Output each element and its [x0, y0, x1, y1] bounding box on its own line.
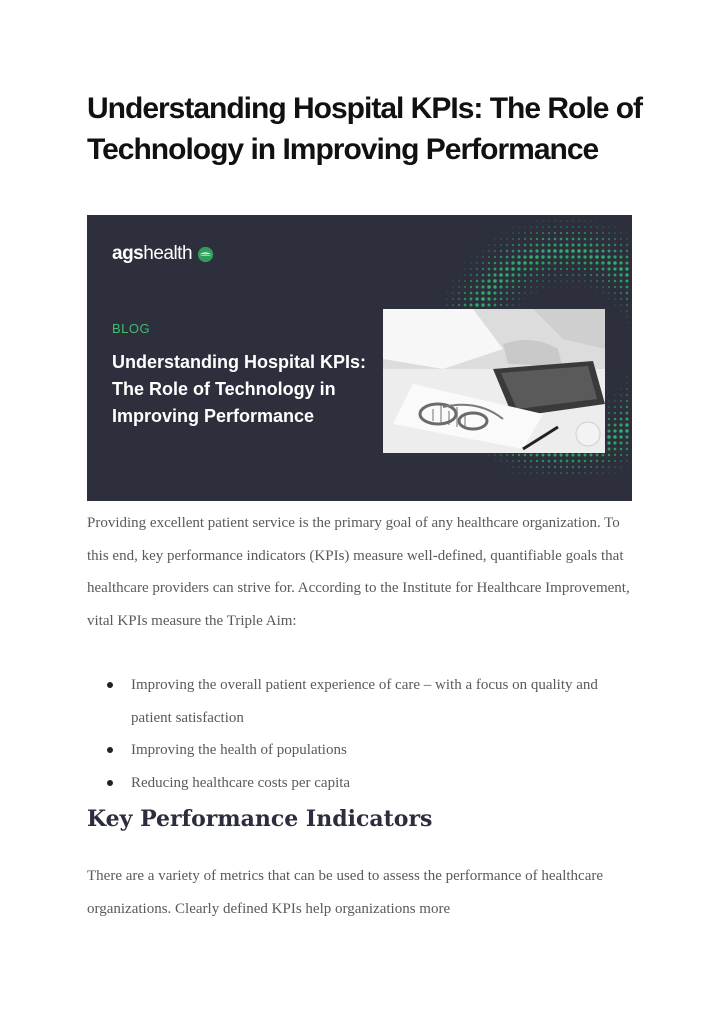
section-paragraph: There are a variety of metrics that can be used to assess the performance of healthcare organizations. Clearly defined KPIs help organizations more [87, 868, 603, 917]
leaf-circle-icon [197, 246, 214, 263]
page-title: Understanding Hospital KPIs: The Role of Technology in Improving Performance [87, 92, 643, 166]
section-heading: Key Performance Indicators [87, 806, 433, 832]
laptop-stethoscope-photo [383, 309, 605, 453]
bullet-icon [107, 747, 113, 753]
blog-banner-image [87, 215, 632, 501]
logo-text-bold: ags [112, 243, 144, 264]
banner-heading: Understanding Hospital KPIs: The Role of Technology in Improving Performance [112, 352, 367, 426]
bullet-icon [107, 682, 113, 688]
triple-aim-list [87, 669, 642, 799]
list-item: Improving the overall patient experience of care – with a focus on quality and patient satisfaction [87, 669, 642, 734]
intro-paragraph: Providing excellent patient service is the primary goal of any healthcare organization. To this end, key performance indicators (KPIs) measure well-defined, quantifiable goals that healthcare providers can strive for. According to the Institute for Healthcare Improvement, vital KPIs measure the Triple Aim: [87, 515, 630, 629]
blog-tag: BLOG [112, 321, 151, 336]
ags-health-logo [112, 243, 214, 265]
list-item: Improving the health of populations [87, 734, 642, 767]
bullet-icon [107, 780, 113, 786]
logo-text-light: health [143, 243, 193, 264]
list-item: Reducing healthcare costs per capita [87, 767, 642, 800]
